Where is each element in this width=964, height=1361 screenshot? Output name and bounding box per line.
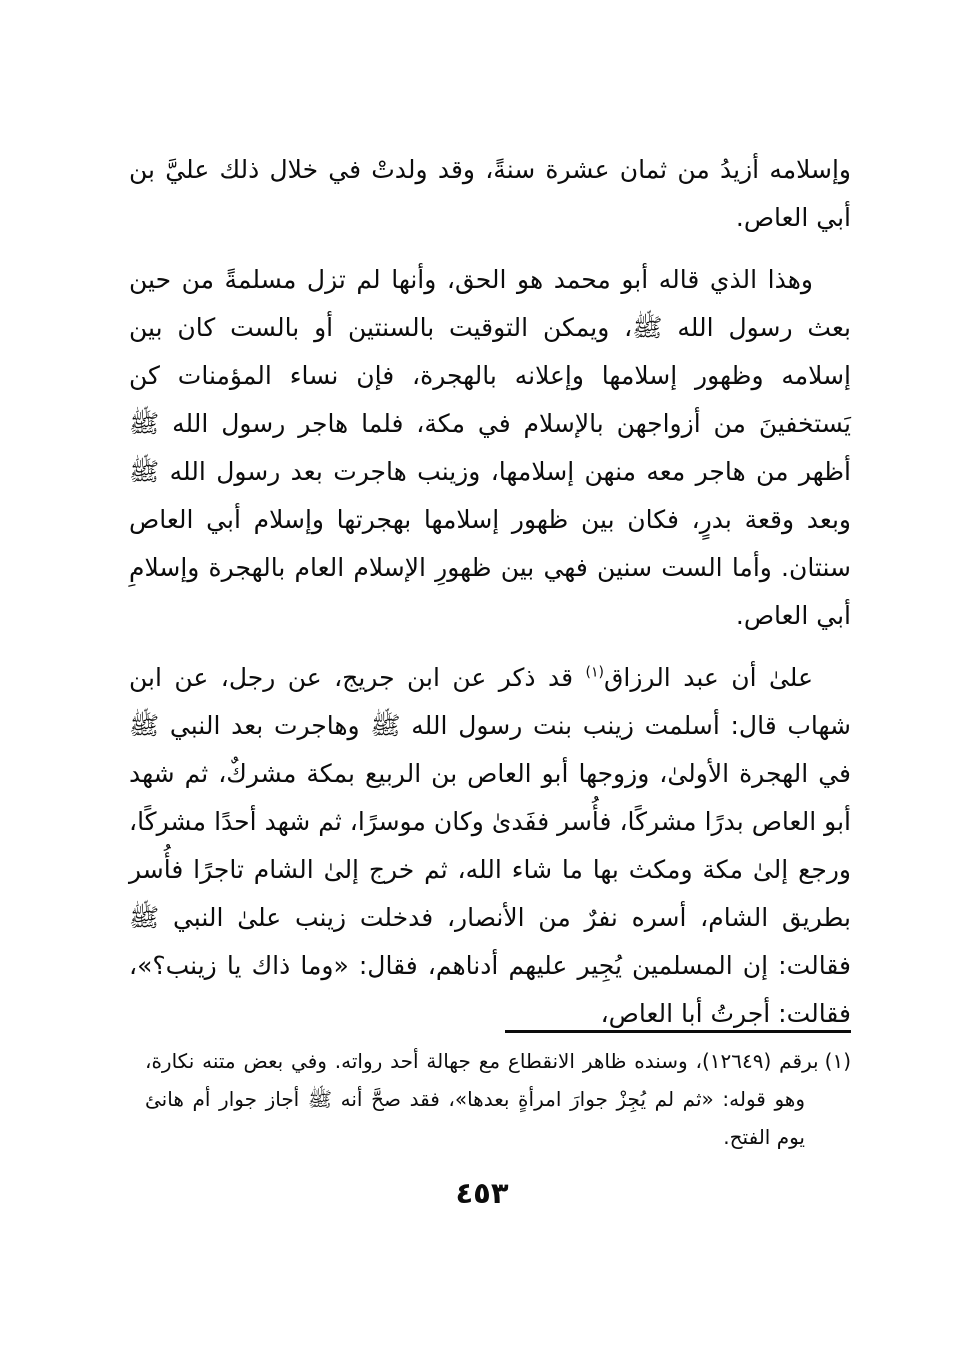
paragraph-3-text-before: علىٰ أن عبد الرزاق bbox=[603, 663, 813, 692]
paragraph-1: وإسلامه أزيدُ من ثمان عشرة سنةً، وقد ولدتْ في خلال ذلك عليَّ بن أبي العاص. bbox=[129, 155, 851, 232]
paragraph-3-text-after: قد ذكر عن ابن جريج، عن رجل، عن ابن شهاب قال: أسلمت زينب بنت رسول الله ﷺ وهاجرت بعد النبي ﷺ في الهجرة الأولىٰ، وزوجها أبو العاص بن الربيع بمكة مشركٌ، ثم شهد أبو العاص بدرًا مشركًا، فأُسر ففَدىٰ وكان موسرًا، ثم شهد أحدًا مشركًا، ورجع إلىٰ مكة ومكث بها ما شاء الله، ثم خرج إلىٰ الشام تاجرًا فأُسر بطريق الشام، أسره نفرٌ من الأنصار، فدخلت زينب علىٰ النبي ﷺ فقالت: إن المسلمين يُجِير عليهم أدناهم، فقال: «وما ذاك يا زينب؟»، فقالت: أجرتُ أبا العاص، bbox=[129, 663, 851, 1028]
paragraph-3 bbox=[129, 654, 851, 1038]
main-text-block bbox=[129, 146, 851, 1052]
footnote-text: برقم (١٢٦٤٩)، وسنده ظاهر الانقطاع مع جهالة أحد رواته. وفي بعض متنه نكارة، وهو قوله: «ثم لم يُجِزْ جوارَ امرأةٍ بعدها»، فقد صحَّ أنه ﷺ أجاز جوار أم هانئ يوم الفتح. bbox=[145, 1049, 819, 1149]
footnote-reference: (١) bbox=[585, 664, 604, 681]
footnote-separator bbox=[505, 1030, 851, 1033]
footnote-area bbox=[145, 1042, 851, 1156]
footnote bbox=[145, 1042, 851, 1156]
paragraph-2: وهذا الذي قاله أبو محمد هو الحق، وأنها لم تزل مسلمةً من حين بعث رسول الله ﷺ، ويمكن التوقيت بالسنتين أو بالست كان بين إسلامه وظهور إسلامها وإعلانه بالهجرة، فإن نساء المؤمنات كن يَستخفينَ من أزواجهن بالإسلام في مكة، فلما هاجر رسول الله ﷺ أظهر من هاجر معه منهن إسلامها، وزينب هاجرت بعد رسول الله ﷺ وبعد وقعة بدرٍ، فكان بين ظهور إسلامها بهجرتها وإسلام أبي العاص سنتان. وأما الست سنين فهي بين ظهورِ الإسلام العام بالهجرة وإسلامِ أبي العاص. bbox=[129, 265, 851, 630]
page-number: ٤٥٣ bbox=[455, 1176, 509, 1210]
footnote-marker: (١) bbox=[824, 1049, 851, 1073]
